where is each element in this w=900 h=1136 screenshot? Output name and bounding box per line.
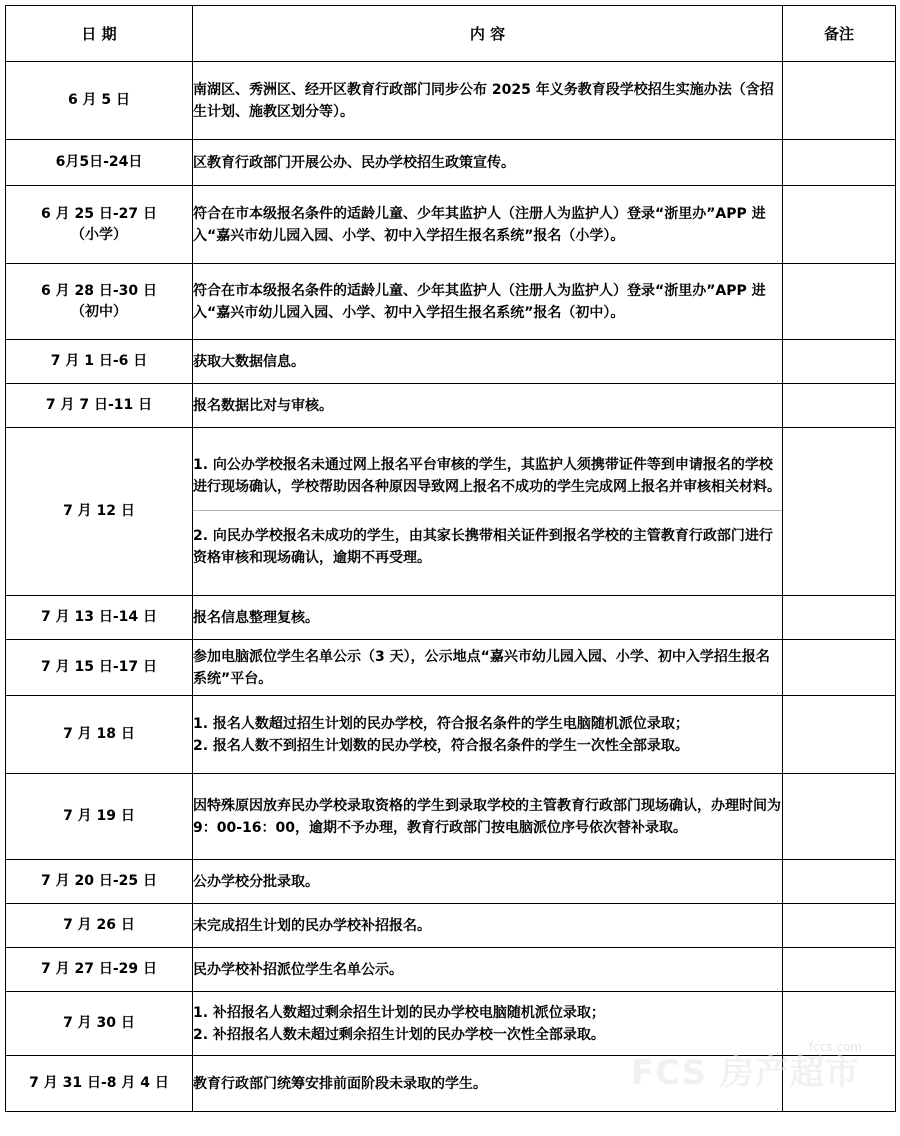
- content-block: [193, 959, 782, 981]
- content-block: [193, 351, 782, 373]
- content-block: [193, 646, 782, 690]
- row-note: [783, 904, 896, 948]
- row-note: [783, 860, 896, 904]
- row-note: [783, 140, 896, 186]
- content-block: [193, 795, 782, 839]
- row-date: [6, 140, 193, 186]
- row-date: [6, 340, 193, 384]
- content-line: 2. 补招报名人数未超过剩余招生计划的民办学校一次性全部录取。: [193, 1026, 605, 1043]
- row-note: [783, 696, 896, 774]
- date-line: （小学）: [71, 226, 127, 243]
- content-line: 未完成招生计划的民办学校补招报名。: [193, 917, 431, 934]
- content-line: 教育行政部门统筹安排前面阶段未录取的学生。: [193, 1075, 487, 1092]
- row-date: [6, 264, 193, 340]
- row-content: [193, 140, 783, 186]
- row-content: [193, 774, 783, 860]
- header-note: 备注: [783, 6, 896, 62]
- date-line: 6月5日-24日: [55, 154, 143, 170]
- content-line: 民办学校补招派位学生名单公示。: [193, 961, 403, 978]
- content-block: [193, 280, 782, 324]
- content-line: 报名数据比对与审核。: [193, 397, 333, 414]
- row-date: [6, 384, 193, 428]
- schedule-table: [5, 5, 896, 1112]
- content-line: 符合在市本级报名条件的适龄儿童、少年其监护人（注册人为监护人）登录“浙里办”APP 进入“嘉兴市幼儿园入园、小学、初中入学招生报名系统”报名（小学）。: [193, 205, 766, 244]
- row-note: [783, 596, 896, 640]
- content-block: [193, 1002, 782, 1046]
- table-row: [6, 640, 896, 696]
- content-line: 南湖区、秀洲区、经开区教育行政部门同步公布 2025 年义务教育段学校招生实施办法（含招生计划、施教区划分等）。: [193, 81, 774, 120]
- row-note: [783, 186, 896, 264]
- row-note: [783, 948, 896, 992]
- date-line: 7 月 18 日: [63, 726, 135, 742]
- date-line: 7 月 12 日: [63, 503, 135, 519]
- row-note: [783, 384, 896, 428]
- content-line: 参加电脑派位学生名单公示（3 天），公示地点“嘉兴市幼儿园入园、小学、初中入学招生报名系统”平台。: [193, 648, 770, 687]
- date-line: 6 月 28 日-30 日: [40, 282, 157, 299]
- header-date: 日 期: [6, 6, 193, 62]
- table-row: [6, 428, 896, 596]
- row-date: [6, 186, 193, 264]
- row-date: [6, 904, 193, 948]
- row-content: [193, 62, 783, 140]
- date-line: 7 月 30 日: [63, 1015, 135, 1031]
- row-content: [193, 992, 783, 1056]
- row-date: [6, 640, 193, 696]
- content-line: 符合在市本级报名条件的适龄儿童、少年其监护人（注册人为监护人）登录“浙里办”APP 进入“嘉兴市幼儿园入园、小学、初中入学招生报名系统”报名（初中）。: [193, 282, 766, 321]
- date-line: 6 月 5 日: [67, 92, 131, 108]
- row-date: [6, 948, 193, 992]
- row-note: [783, 62, 896, 140]
- row-content: [193, 948, 783, 992]
- content-line: 1. 报名人数超过招生计划的民办学校，符合报名条件的学生电脑随机派位录取；: [193, 715, 689, 732]
- row-content: [193, 186, 783, 264]
- table-row: [6, 340, 896, 384]
- row-content: [193, 696, 783, 774]
- content-line: 1. 向公办学校报名未通过网上报名平台审核的学生，其监护人须携带证件等到申请报名的学校进行现场确认，学校帮助因各种原因导致网上报名不成功的学生完成网上报名并审核相关材料。: [193, 457, 781, 495]
- content-block: [193, 915, 782, 937]
- row-note: [783, 264, 896, 340]
- content-line: 获取大数据信息。: [193, 353, 305, 370]
- row-content: [193, 340, 783, 384]
- row-note: [783, 774, 896, 860]
- row-date: [6, 774, 193, 860]
- content-block: [193, 607, 782, 629]
- content-block: [193, 152, 782, 174]
- row-content: [193, 860, 783, 904]
- table-row: [6, 1056, 896, 1112]
- date-line: 7 月 20 日-25 日: [40, 873, 157, 889]
- content-block: [193, 79, 782, 123]
- fcs-watermark-logo: FCS 房产超市: [630, 1053, 860, 1093]
- content-block: [193, 203, 782, 247]
- table-row: [6, 264, 896, 340]
- date-line: 7 月 26 日: [63, 917, 135, 933]
- row-date: [6, 1056, 193, 1112]
- table-row: [6, 774, 896, 860]
- table-row: [6, 904, 896, 948]
- table-row: [6, 860, 896, 904]
- table-row: [6, 140, 896, 186]
- content-line: 1. 补招报名人数超过剩余招生计划的民办学校电脑随机派位录取；: [193, 1004, 605, 1021]
- table-row: [6, 62, 896, 140]
- table-row: [6, 596, 896, 640]
- date-line: （初中）: [71, 303, 127, 320]
- table-row: [6, 186, 896, 264]
- header-content: 内 容: [193, 6, 783, 62]
- row-date: [6, 696, 193, 774]
- content-line: 公办学校分批录取。: [193, 873, 319, 890]
- content-line: 2. 向民办学校报名未成功的学生，由其家长携带相关证件到报名学校的主管教育行政部门进行资格审核和现场确认，逾期不再受理。: [193, 528, 773, 566]
- row-content: [193, 428, 783, 596]
- content-block: [193, 713, 782, 757]
- date-line: 7 月 31 日-8 月 4 日: [29, 1075, 169, 1091]
- table-row: [6, 948, 896, 992]
- row-note: [783, 1056, 896, 1112]
- fcs-watermark-site: fccs.com: [808, 1040, 862, 1054]
- row-date: [6, 428, 193, 596]
- date-line: 6 月 25 日-27 日: [40, 205, 157, 222]
- table-row: [6, 384, 896, 428]
- date-line: 7 月 1 日-6 日: [50, 353, 148, 369]
- content-line: 2. 报名人数不到招生计划数的民办学校，符合报名条件的学生一次性全部录取。: [193, 737, 689, 754]
- table-row: [6, 992, 896, 1056]
- content-block: [193, 395, 782, 417]
- row-note: [783, 992, 896, 1056]
- row-date: [6, 62, 193, 140]
- row-content: [193, 596, 783, 640]
- date-line: 7 月 13 日-14 日: [40, 609, 157, 625]
- content-line: 区教育行政部门开展公办、民办学校招生政策宣传。: [193, 154, 515, 171]
- row-date: [6, 992, 193, 1056]
- row-note: [783, 640, 896, 696]
- content-block: [193, 871, 782, 893]
- date-line: 7 月 27 日-29 日: [40, 961, 157, 977]
- header-row: [6, 6, 896, 62]
- row-content: [193, 904, 783, 948]
- content-block: [193, 510, 782, 569]
- row-content: [193, 264, 783, 340]
- row-note: [783, 428, 896, 596]
- content-line: 报名信息整理复核。: [193, 609, 319, 626]
- row-note: [783, 340, 896, 384]
- date-line: 7 月 15 日-17 日: [40, 659, 157, 675]
- content-line: 因特殊原因放弃民办学校录取资格的学生到录取学校的主管教育行政部门现场确认，办理时间为 9：00-16：00，逾期不予办理，教育行政部门按电脑派位序号依次替补录取。: [193, 797, 781, 836]
- content-block: [193, 454, 782, 504]
- row-date: [6, 860, 193, 904]
- date-line: 7 月 19 日: [63, 808, 135, 824]
- row-content: [193, 1056, 783, 1112]
- schedule-body: [6, 62, 896, 1112]
- date-line: 7 月 7 日-11 日: [45, 397, 153, 413]
- row-date: [6, 596, 193, 640]
- row-content: [193, 640, 783, 696]
- content-block: [193, 1073, 782, 1095]
- table-row: [6, 696, 896, 774]
- row-content: [193, 384, 783, 428]
